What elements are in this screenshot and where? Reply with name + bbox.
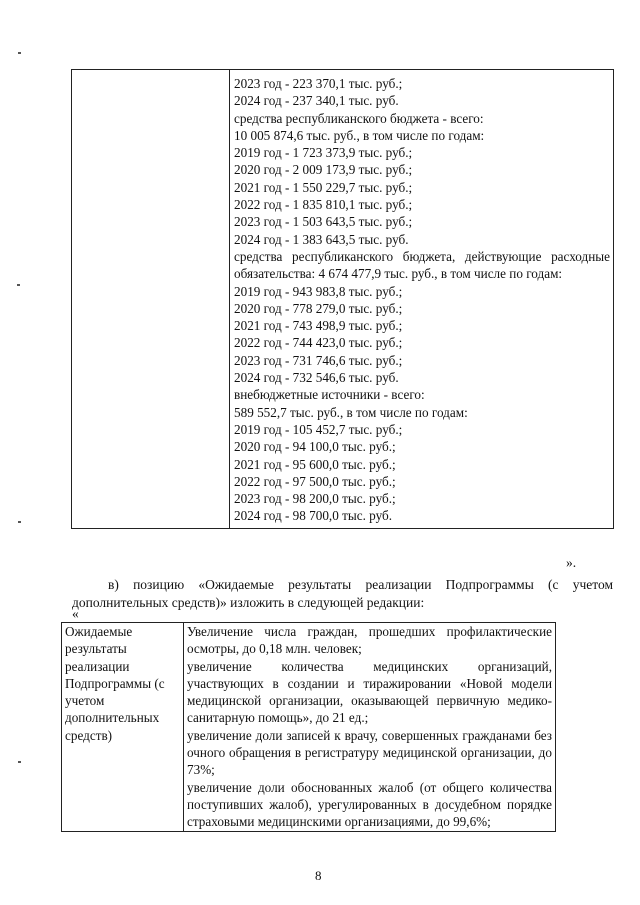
funding-line: 2023 год - 1 503 643,5 тыс. руб.; [234, 214, 413, 230]
funding-line: 2021 год - 1 550 229,7 тыс. руб.; [234, 179, 413, 195]
funding-line: 2019 год - 105 452,7 тыс. руб.; [234, 421, 403, 437]
funding-line: 2023 год - 98 200,0 тыс. руб.; [234, 491, 396, 507]
result-item: увеличение доли обоснованных жалоб (от общего количества поступивших жалоб), урегулированных в досудебном порядке страховыми медицинскими организациями, до 99,6%; [187, 779, 552, 830]
funding-line: 2024 год - 732 546,6 тыс. руб. [234, 370, 399, 386]
scan-speck [18, 52, 21, 54]
scan-speck [18, 761, 21, 763]
page-number: 8 [315, 868, 322, 883]
results-label: Ожидаемые результаты реализации Подпрограммы (с учетом дополнительных средств) [65, 624, 165, 743]
instruction-paragraph: в) позицию «Ожидаемые результаты реализации Подпрограммы (с учетом дополнительных средств)» изложить в следующей редакции: [72, 577, 613, 610]
funding-table [71, 69, 614, 529]
funding-line: 2022 год - 97 500,0 тыс. руб.; [234, 473, 396, 489]
funding-line: 10 005 874,6 тыс. руб., в том числе по годам: [234, 127, 485, 143]
funding-line: 2020 год - 778 279,0 тыс. руб.; [234, 300, 403, 316]
funding-line: 2022 год - 744 423,0 тыс. руб.; [234, 335, 403, 351]
funding-line: 2020 год - 94 100,0 тыс. руб.; [234, 439, 396, 455]
funding-line: 2023 год - 731 746,6 тыс. руб.; [234, 352, 403, 368]
funding-line: 2021 год - 743 498,9 тыс. руб.; [234, 318, 403, 334]
funding-table-value-cell [230, 70, 614, 529]
funding-line: средства республиканского бюджета - всего: [234, 110, 484, 126]
results-value-cell [184, 623, 556, 832]
closing-quote: ». [566, 555, 577, 570]
funding-line: внебюджетные источники - всего: [234, 387, 425, 403]
funding-line: 2022 год - 1 835 810,1 тыс. руб.; [234, 197, 413, 213]
scan-speck [17, 284, 20, 286]
funding-line: 2019 год - 943 983,8 тыс. руб.; [234, 283, 403, 299]
results-label-cell [62, 623, 184, 832]
funding-line: 2020 год - 2 009 173,9 тыс. руб.; [234, 162, 413, 178]
result-item: Увеличение числа граждан, прошедших профилактические осмотры, до 0,18 млн. человек; [187, 624, 552, 657]
scan-speck [18, 521, 21, 523]
opening-quote: « [72, 606, 79, 621]
funding-line: 589 552,7 тыс. руб., в том числе по годам: [234, 404, 468, 420]
result-item: увеличение количества медицинских организаций, участвующих в создании и тиражировании «Новой модели медицинской организации, оказывающей первичную медико-санитарную помощь», до 21 ед.; [187, 658, 552, 726]
funding-line: 2024 год - 98 700,0 тыс. руб. [234, 508, 393, 524]
funding-line: 2024 год - 237 340,1 тыс. руб. [234, 93, 399, 109]
funding-line: 2019 год - 1 723 373,9 тыс. руб.; [234, 145, 413, 161]
results-table [61, 622, 556, 832]
funding-table-label-cell [72, 70, 230, 529]
funding-line: 2024 год - 1 383 643,5 тыс. руб. [234, 231, 409, 247]
funding-paragraph: средства республиканского бюджета, действующие расходные обязательства: 4 674 477,9 тыс. руб., в том числе по годам: [234, 248, 610, 282]
funding-line: 2021 год - 95 600,0 тыс. руб.; [234, 456, 396, 472]
funding-line: 2023 год - 223 370,1 тыс. руб.; [234, 76, 403, 91]
result-item: увеличение доли записей к врачу, совершенных гражданами без очного обращения в регистратуру медицинской организации, до 73%; [187, 727, 552, 778]
